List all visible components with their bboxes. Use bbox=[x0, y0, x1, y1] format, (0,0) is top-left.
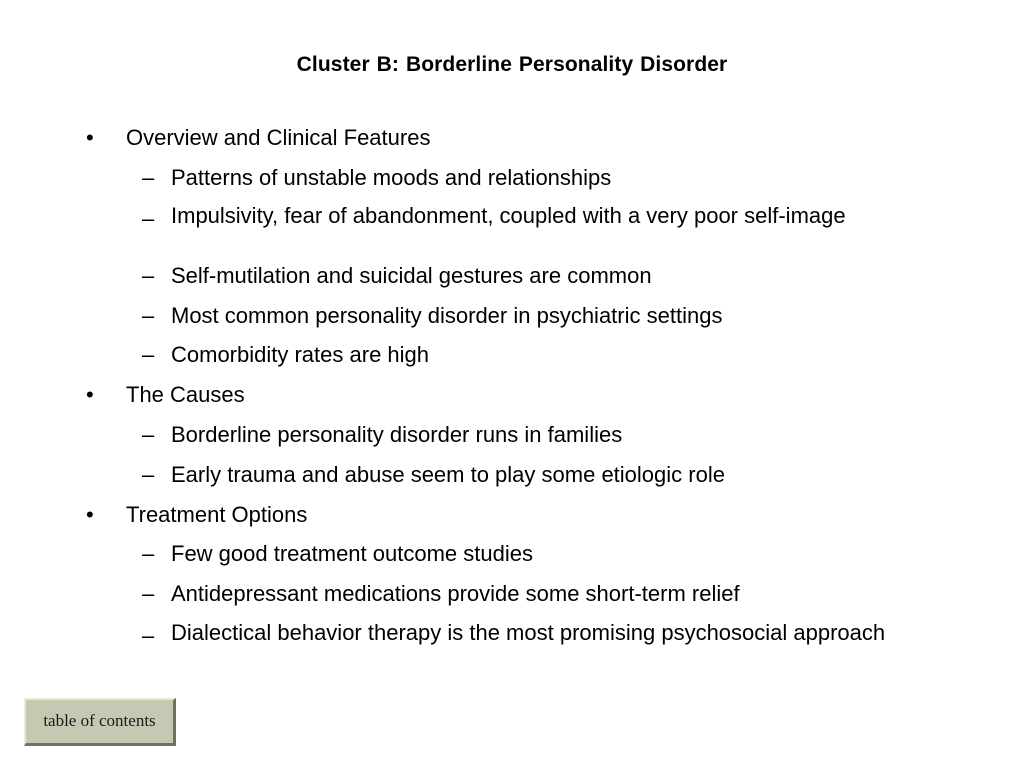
dash-marker: – bbox=[142, 206, 155, 231]
bullet-marker: • bbox=[86, 502, 94, 527]
dash-marker: – bbox=[142, 581, 155, 606]
bullet-heading: Overview and Clinical Features bbox=[126, 125, 431, 150]
bullet-marker: • bbox=[86, 382, 94, 407]
sub-item-text: Self-mutilation and suicidal gestures are common bbox=[171, 263, 652, 288]
dash-marker: – bbox=[142, 342, 155, 367]
dash-marker: – bbox=[142, 303, 155, 328]
dash-marker: – bbox=[142, 263, 155, 288]
sub-item-text: Patterns of unstable moods and relationships bbox=[171, 165, 612, 190]
bullet-heading: The Causes bbox=[126, 382, 245, 407]
sub-item-text: Impulsivity, fear of abandonment, coupled with a very poor self-image bbox=[171, 203, 846, 228]
bullet-heading: Treatment Options bbox=[126, 502, 308, 527]
dash-marker: – bbox=[142, 541, 155, 566]
dash-marker: – bbox=[142, 462, 155, 487]
sub-item-text: Most common personality disorder in psychiatric settings bbox=[171, 303, 723, 328]
sub-item-text: Comorbidity rates are high bbox=[171, 342, 430, 367]
dash-marker: – bbox=[142, 422, 155, 447]
sub-item-text: Dialectical behavior therapy is the most promising psychosocial approach bbox=[171, 620, 886, 645]
table-of-contents-button[interactable]: table of contents bbox=[24, 698, 176, 746]
dash-marker: – bbox=[142, 165, 155, 190]
dash-marker: – bbox=[142, 623, 155, 648]
sub-item-text: Antidepressant medications provide some short-term relief bbox=[171, 581, 740, 606]
sub-item-text: Few good treatment outcome studies bbox=[171, 541, 533, 566]
bullet-marker: • bbox=[86, 125, 94, 150]
slide-title: Cluster B: Borderline Personality Disorder bbox=[296, 53, 728, 76]
sub-item-text: Early trauma and abuse seem to play some etiologic role bbox=[171, 462, 725, 487]
sub-item-text: Borderline personality disorder runs in families bbox=[171, 422, 623, 447]
